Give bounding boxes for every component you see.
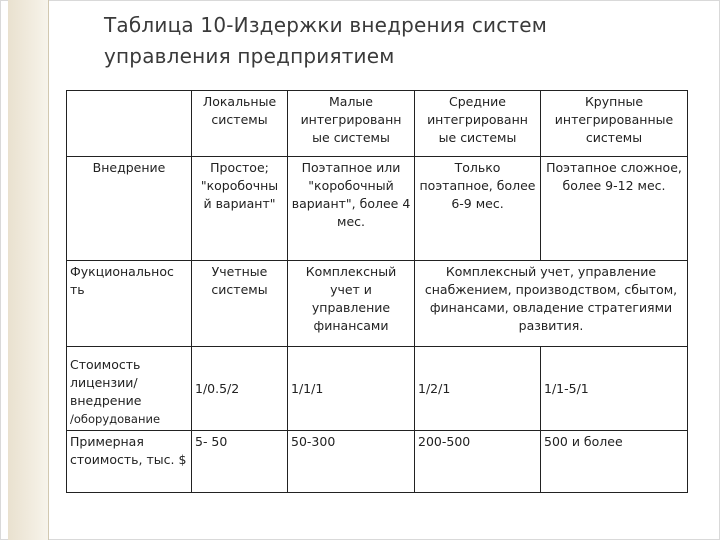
cell-approx-small: 50-300: [288, 431, 415, 493]
cell-functionality-local: Учетные системы: [192, 261, 288, 347]
cell-approx-large: 500 и более: [541, 431, 688, 493]
license-label-sub: /оборудование: [70, 412, 161, 426]
title-line-2: управления предприятием: [104, 44, 395, 68]
cell-license-large: 1/1-5/1: [541, 347, 688, 431]
cell-functionality-small: Комплексный учет и управление финансами: [288, 261, 415, 347]
row-label-license: [67, 347, 192, 431]
table-row: [67, 431, 688, 493]
header-medium: Средние интегрированн ые системы: [415, 91, 541, 157]
table-header-row: [67, 91, 688, 157]
cell-license-local: 1/0.5/2: [192, 347, 288, 431]
cell-license-small: 1/1/1: [288, 347, 415, 431]
title-line-1: Таблица 10-Издержки внедрения систем: [104, 13, 548, 37]
row-label-approx-cost: Примерная стоимость, тыс. $: [67, 431, 192, 493]
table-row: [67, 347, 688, 431]
cell-implementation-large: Поэтапное сложное, более 9-12 мес.: [541, 157, 688, 261]
cell-implementation-medium: Только поэтапное, более 6-9 мес.: [415, 157, 541, 261]
decorative-side-strip: [8, 0, 49, 540]
cell-implementation-small: Поэтапное или "коробочный вариант", более 4 мес.: [288, 157, 415, 261]
header-empty-cell: [67, 91, 192, 157]
cell-license-medium: 1/2/1: [415, 347, 541, 431]
header-local: Локальные системы: [192, 91, 288, 157]
license-label-main: Стоимость лицензии/ внедрение: [70, 357, 142, 408]
cell-functionality-medium-large: Комплексный учет, управление снабжением, производством, сбытом, финансами, овладение стратегиями развития.: [415, 261, 688, 347]
table-row: [67, 261, 688, 347]
row-label-implementation: Внедрение: [67, 157, 192, 261]
cell-approx-local: 5- 50: [192, 431, 288, 493]
table-row: [67, 157, 688, 261]
cost-table: [66, 90, 688, 493]
header-small: Малые интегрированн ые системы: [288, 91, 415, 157]
row-label-functionality: Фукциональнос ть: [67, 261, 192, 347]
cell-approx-medium: 200-500: [415, 431, 541, 493]
slide-title: [104, 10, 664, 72]
header-large: Крупные интегрированные системы: [541, 91, 688, 157]
cell-implementation-local: Простое; "коробочны й вариант": [192, 157, 288, 261]
